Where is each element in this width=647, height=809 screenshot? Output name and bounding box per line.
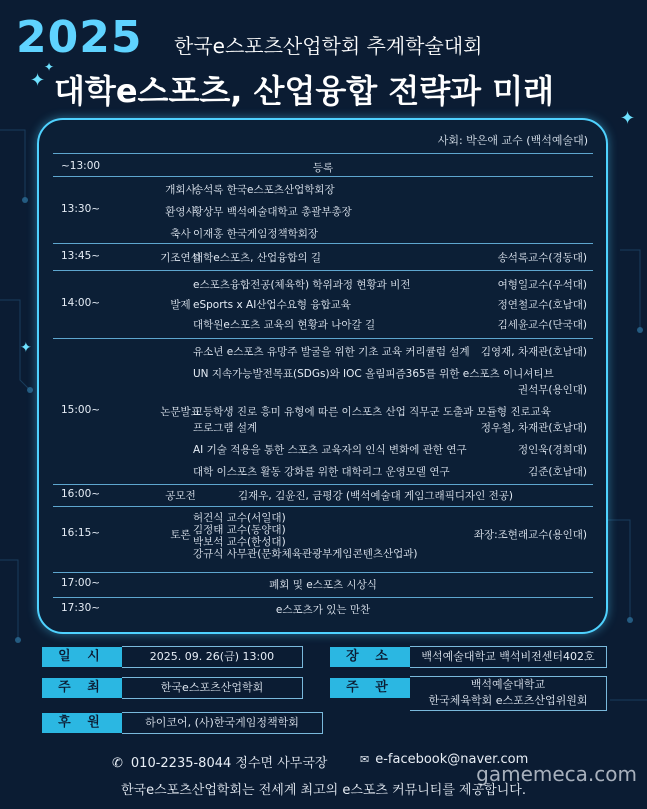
mail-icon: ✉ bbox=[360, 753, 370, 766]
header bbox=[14, 8, 634, 108]
row-speaker: 송석록교수(경동대) bbox=[497, 252, 587, 264]
row-line: 유소년 e스포츠 유망주 발굴을 위한 기초 교육 커리큘럼 설계 bbox=[193, 346, 470, 358]
organizer-value-2: 한국체육학회 e스포츠산업위원회 bbox=[410, 692, 607, 711]
schedule-panel bbox=[37, 118, 608, 634]
schedule-row-keynote bbox=[53, 250, 593, 264]
schedule-row-registration bbox=[53, 160, 593, 174]
row-kind: 환영사 bbox=[165, 206, 196, 218]
row-line: 황상무 백석예술대학교 총괄부총장 bbox=[193, 206, 352, 218]
row-line: 허건식 교수(서일대) bbox=[193, 512, 286, 524]
row-content: 등록 bbox=[312, 162, 334, 174]
row-kind: 토론 bbox=[170, 529, 191, 541]
contact-phone bbox=[112, 752, 327, 771]
row-line: 박보석 교수(한성대) bbox=[193, 536, 286, 548]
place-value: 백석예술대학교 백석비전센터402호 bbox=[410, 646, 607, 668]
row-content: 김재우, 김윤진, 금평강 (백석예술대 게임그래픽디자인 전공) bbox=[238, 490, 513, 502]
sponsor-label: 후 원 bbox=[42, 713, 122, 733]
phone-text: 010-2235-8044 정수면 사무국장 bbox=[130, 756, 328, 771]
divider bbox=[53, 597, 593, 598]
sparkle-icon: ✦ bbox=[30, 70, 46, 91]
row-speaker: 정연철교수(호남대) bbox=[497, 299, 587, 311]
row-kind: 발제 bbox=[170, 299, 191, 311]
row-time: 13:45~ bbox=[61, 250, 101, 262]
row-speaker: 여형일교수(우석대) bbox=[497, 279, 587, 291]
row-speaker: 김준(호남대) bbox=[528, 466, 587, 478]
schedule-row-contest bbox=[53, 488, 593, 502]
footer-tagline: 한국e스포츠산업학회는 전세계 최고의 e스포츠 커뮤니티를 제공합니다. bbox=[121, 783, 526, 798]
date-label: 일 시 bbox=[42, 647, 122, 667]
sparkle-icon: ✦ bbox=[44, 60, 55, 74]
row-time: 17:30~ bbox=[61, 602, 101, 614]
host-value: 한국e스포츠산업학회 bbox=[122, 677, 303, 699]
host-label: 주 최 bbox=[42, 678, 122, 698]
row-time: 14:00~ bbox=[61, 297, 101, 309]
schedule-row-presentations bbox=[53, 275, 593, 335]
divider bbox=[53, 153, 593, 154]
row-line: eSports x AI산업수요형 융합교육 bbox=[193, 299, 351, 311]
row-line: 김정태 교수(동양대) bbox=[193, 524, 286, 536]
divider bbox=[53, 338, 593, 339]
row-speaker: 김세윤교수(단국대) bbox=[497, 319, 587, 331]
row-line: 이재홍 한국게임정책학회장 bbox=[193, 228, 319, 240]
sponsor-value: 하이코어, (사)한국게임정책학회 bbox=[122, 712, 323, 734]
watermark: gamemeca.com bbox=[476, 762, 637, 786]
row-kind: 개회사 bbox=[165, 184, 196, 196]
row-line: 프로그램 설계 bbox=[193, 422, 258, 434]
row-kind: 축사 bbox=[170, 228, 191, 240]
place-label: 장 소 bbox=[330, 647, 410, 667]
divider bbox=[53, 176, 593, 177]
divider bbox=[53, 270, 593, 271]
row-content: 폐회 및 e스포츠 시상식 bbox=[269, 579, 377, 591]
row-chair: 좌장:조현래교수(용인대) bbox=[473, 529, 587, 541]
row-kind: 논문발표 bbox=[160, 406, 201, 418]
row-time: 15:00~ bbox=[61, 404, 101, 416]
row-line: 고등학생 진로 흥미 유형에 따른 이스포츠 산업 직무군 도출과 모듈형 진로교육 bbox=[193, 406, 551, 418]
row-line: AI 기술 적용을 통한 스포츠 교육자의 인식 변화에 관한 연구 bbox=[193, 444, 467, 456]
row-time: 16:00~ bbox=[61, 488, 101, 500]
row-line: e스포츠융합전공(체육학) 학위과정 현황과 비전 bbox=[193, 279, 411, 291]
row-content: 대학e스포츠, 산업융합의 길 bbox=[193, 252, 322, 264]
row-line: 강규식 사무관(문화체육관광부게임콘텐츠산업과) bbox=[193, 548, 418, 560]
row-line: UN 지속가능발전목표(SDGs)와 IOC 올림피즘365를 위한 e스포츠 이니셔티브 bbox=[193, 368, 554, 380]
date-value: 2025. 09. 26(금) 13:00 bbox=[122, 646, 303, 668]
row-content: e스포츠가 있는 만찬 bbox=[275, 604, 371, 616]
event-year: 2025 bbox=[16, 12, 143, 63]
schedule-row-opening bbox=[53, 180, 593, 240]
divider bbox=[53, 484, 593, 485]
organizer-label: 주 관 bbox=[330, 678, 410, 698]
divider bbox=[53, 506, 593, 507]
schedule-row-discussion bbox=[53, 510, 593, 566]
divider bbox=[53, 243, 593, 244]
schedule-row-dinner bbox=[53, 602, 593, 616]
row-speaker: 정인욱(경희대) bbox=[517, 444, 587, 456]
row-kind: 공모전 bbox=[165, 490, 196, 502]
event-title: 대학e스포츠, 산업융합 전략과 미래 bbox=[54, 72, 555, 110]
row-speaker: 권석무(용인대) bbox=[517, 384, 587, 396]
row-line: 대학원e스포츠 교육의 현황과 나아갈 길 bbox=[193, 319, 376, 331]
row-time: 17:00~ bbox=[61, 577, 101, 589]
divider bbox=[53, 572, 593, 573]
schedule-row-papers bbox=[53, 342, 593, 482]
email-text: e-facebook@naver.com bbox=[375, 752, 529, 767]
row-time: ~13:00 bbox=[61, 160, 101, 172]
organizer-value-1: 백석예술대학교 bbox=[410, 676, 607, 692]
row-time: 13:30~ bbox=[61, 203, 101, 215]
sparkle-icon: ✦ bbox=[20, 340, 32, 356]
sparkle-icon: ✦ bbox=[620, 108, 636, 129]
moderator: 사회: 박은애 교수 (백석예술대) bbox=[437, 134, 588, 147]
row-speaker: 김영재, 차재관(호남대) bbox=[480, 346, 587, 358]
row-line: 송석록 한국e스포츠산업학회장 bbox=[193, 184, 335, 196]
row-line: 대학 이스포츠 활동 강화를 위한 대학리그 운영모델 연구 bbox=[193, 466, 450, 478]
phone-icon: ✆ bbox=[112, 756, 123, 771]
row-time: 16:15~ bbox=[61, 527, 101, 539]
event-subtitle: 한국e스포츠산업학회 추계학술대회 bbox=[174, 34, 483, 58]
row-kind: 기조연설 bbox=[160, 252, 201, 264]
row-speaker: 정우철, 차재관(호남대) bbox=[480, 422, 587, 434]
schedule-row-closing bbox=[53, 577, 593, 591]
